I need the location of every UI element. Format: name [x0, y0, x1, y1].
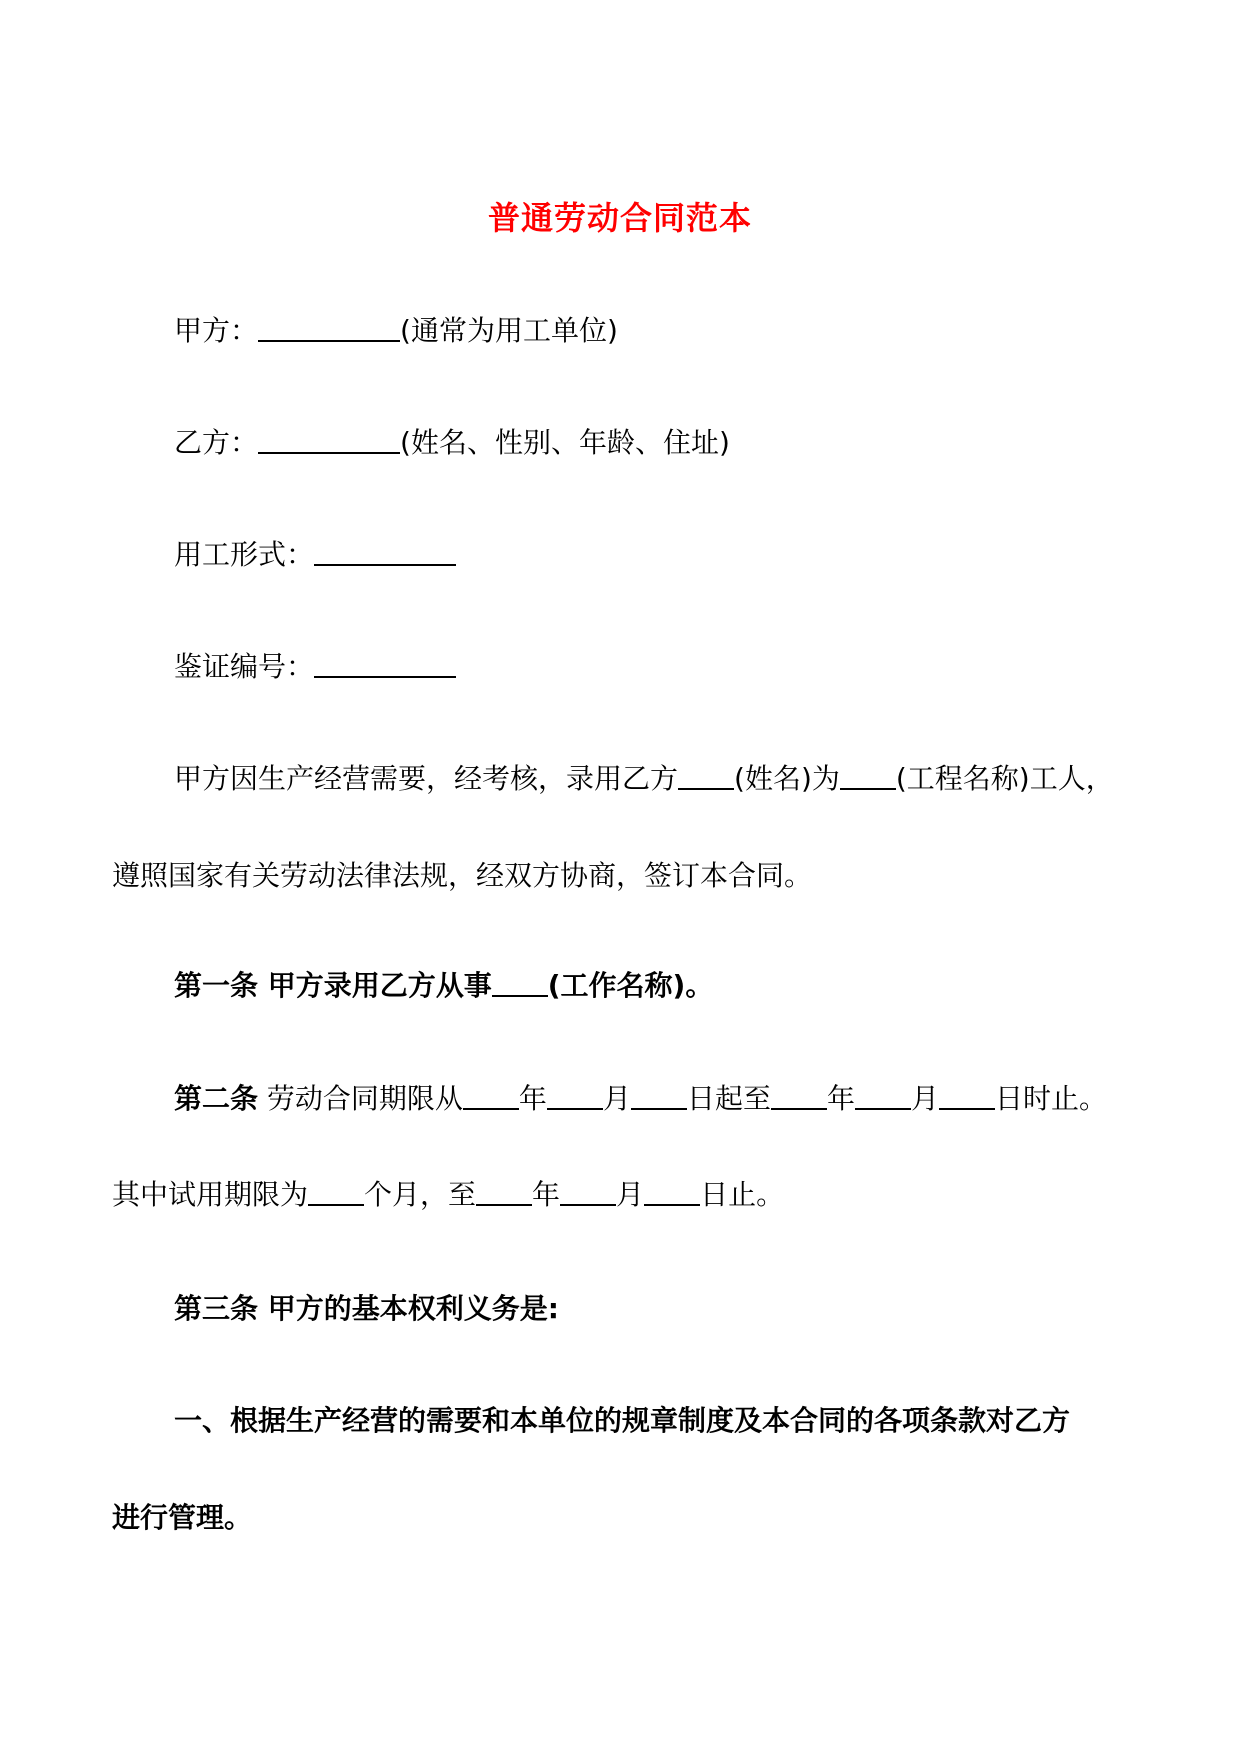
party-b-label: 乙方： — [174, 426, 259, 459]
party-b-note: (姓名、性别、年龄、住址) — [400, 426, 730, 459]
start-year-blank — [463, 1082, 519, 1110]
start-month-blank — [547, 1082, 603, 1110]
intro-text-2: (姓名)为 — [734, 762, 840, 795]
article-3-item-1-line-2: 进行管理。 — [112, 1501, 253, 1534]
party-a-note: (通常为用工单位) — [400, 314, 618, 347]
start-day-label: 日起至 — [686, 1082, 771, 1115]
article-1 — [174, 966, 713, 1006]
party-b-blank — [258, 426, 400, 454]
end-year-blank — [771, 1082, 827, 1110]
probation-months-blank — [308, 1178, 364, 1206]
article-2-line-1 — [174, 1079, 1107, 1119]
cert-number-blank — [314, 650, 456, 678]
probation-month-label: 月 — [616, 1178, 645, 1211]
name-blank — [678, 762, 734, 790]
party-b-line — [174, 423, 730, 463]
intro-text-1: 甲方因生产经营需要，经考核，录用乙方 — [174, 762, 679, 795]
party-a-line — [174, 311, 618, 351]
job-blank — [492, 969, 548, 997]
document-title: 普通劳动合同范本 — [487, 199, 752, 237]
project-blank — [840, 762, 896, 790]
probation-year-label: 年 — [532, 1178, 561, 1211]
employment-form-blank — [314, 538, 456, 566]
probation-month-blank — [560, 1178, 616, 1206]
end-year-label: 年 — [826, 1082, 855, 1115]
probation-day-label: 日止。 — [700, 1178, 785, 1211]
article-1-text: 第一条 甲方录用乙方从事 — [174, 969, 492, 1002]
article-2-heading: 第二条 — [174, 1082, 259, 1115]
end-month-blank — [855, 1082, 911, 1110]
intro-line-2: 遵照国家有关劳动法律法规，经双方协商，签订本合同。 — [112, 859, 813, 892]
end-month-label: 月 — [910, 1082, 939, 1115]
start-month-label: 月 — [602, 1082, 631, 1115]
article-3-heading: 第三条 甲方的基本权利义务是: — [174, 1292, 559, 1325]
end-day-label: 日时止。 — [995, 1082, 1108, 1115]
cert-number-line — [174, 647, 456, 687]
employment-form-label: 用工形式： — [174, 538, 315, 571]
article-1-suffix: (工作名称)。 — [547, 969, 714, 1002]
article-2-line-2 — [112, 1175, 784, 1215]
start-year-label: 年 — [518, 1082, 547, 1115]
intro-text-3: (工程名称)工人， — [895, 762, 1114, 795]
probation-year-blank — [476, 1178, 532, 1206]
probation-day-blank — [644, 1178, 700, 1206]
party-a-blank — [258, 314, 400, 342]
probation-text: 其中试用期限为 — [112, 1178, 309, 1211]
end-day-blank — [939, 1082, 995, 1110]
probation-months-label: 个月，至 — [364, 1178, 477, 1211]
start-day-blank — [631, 1082, 687, 1110]
party-a-label: 甲方： — [174, 314, 259, 347]
employment-form-line — [174, 535, 456, 575]
article-2-text: 劳动合同期限从 — [258, 1082, 463, 1115]
article-3-item-1-line-1: 一、根据生产经营的需要和本单位的规章制度及本合同的各项条款对乙方 — [174, 1404, 1071, 1437]
intro-line-1 — [174, 759, 1114, 799]
cert-number-label: 鉴证编号： — [174, 650, 315, 683]
